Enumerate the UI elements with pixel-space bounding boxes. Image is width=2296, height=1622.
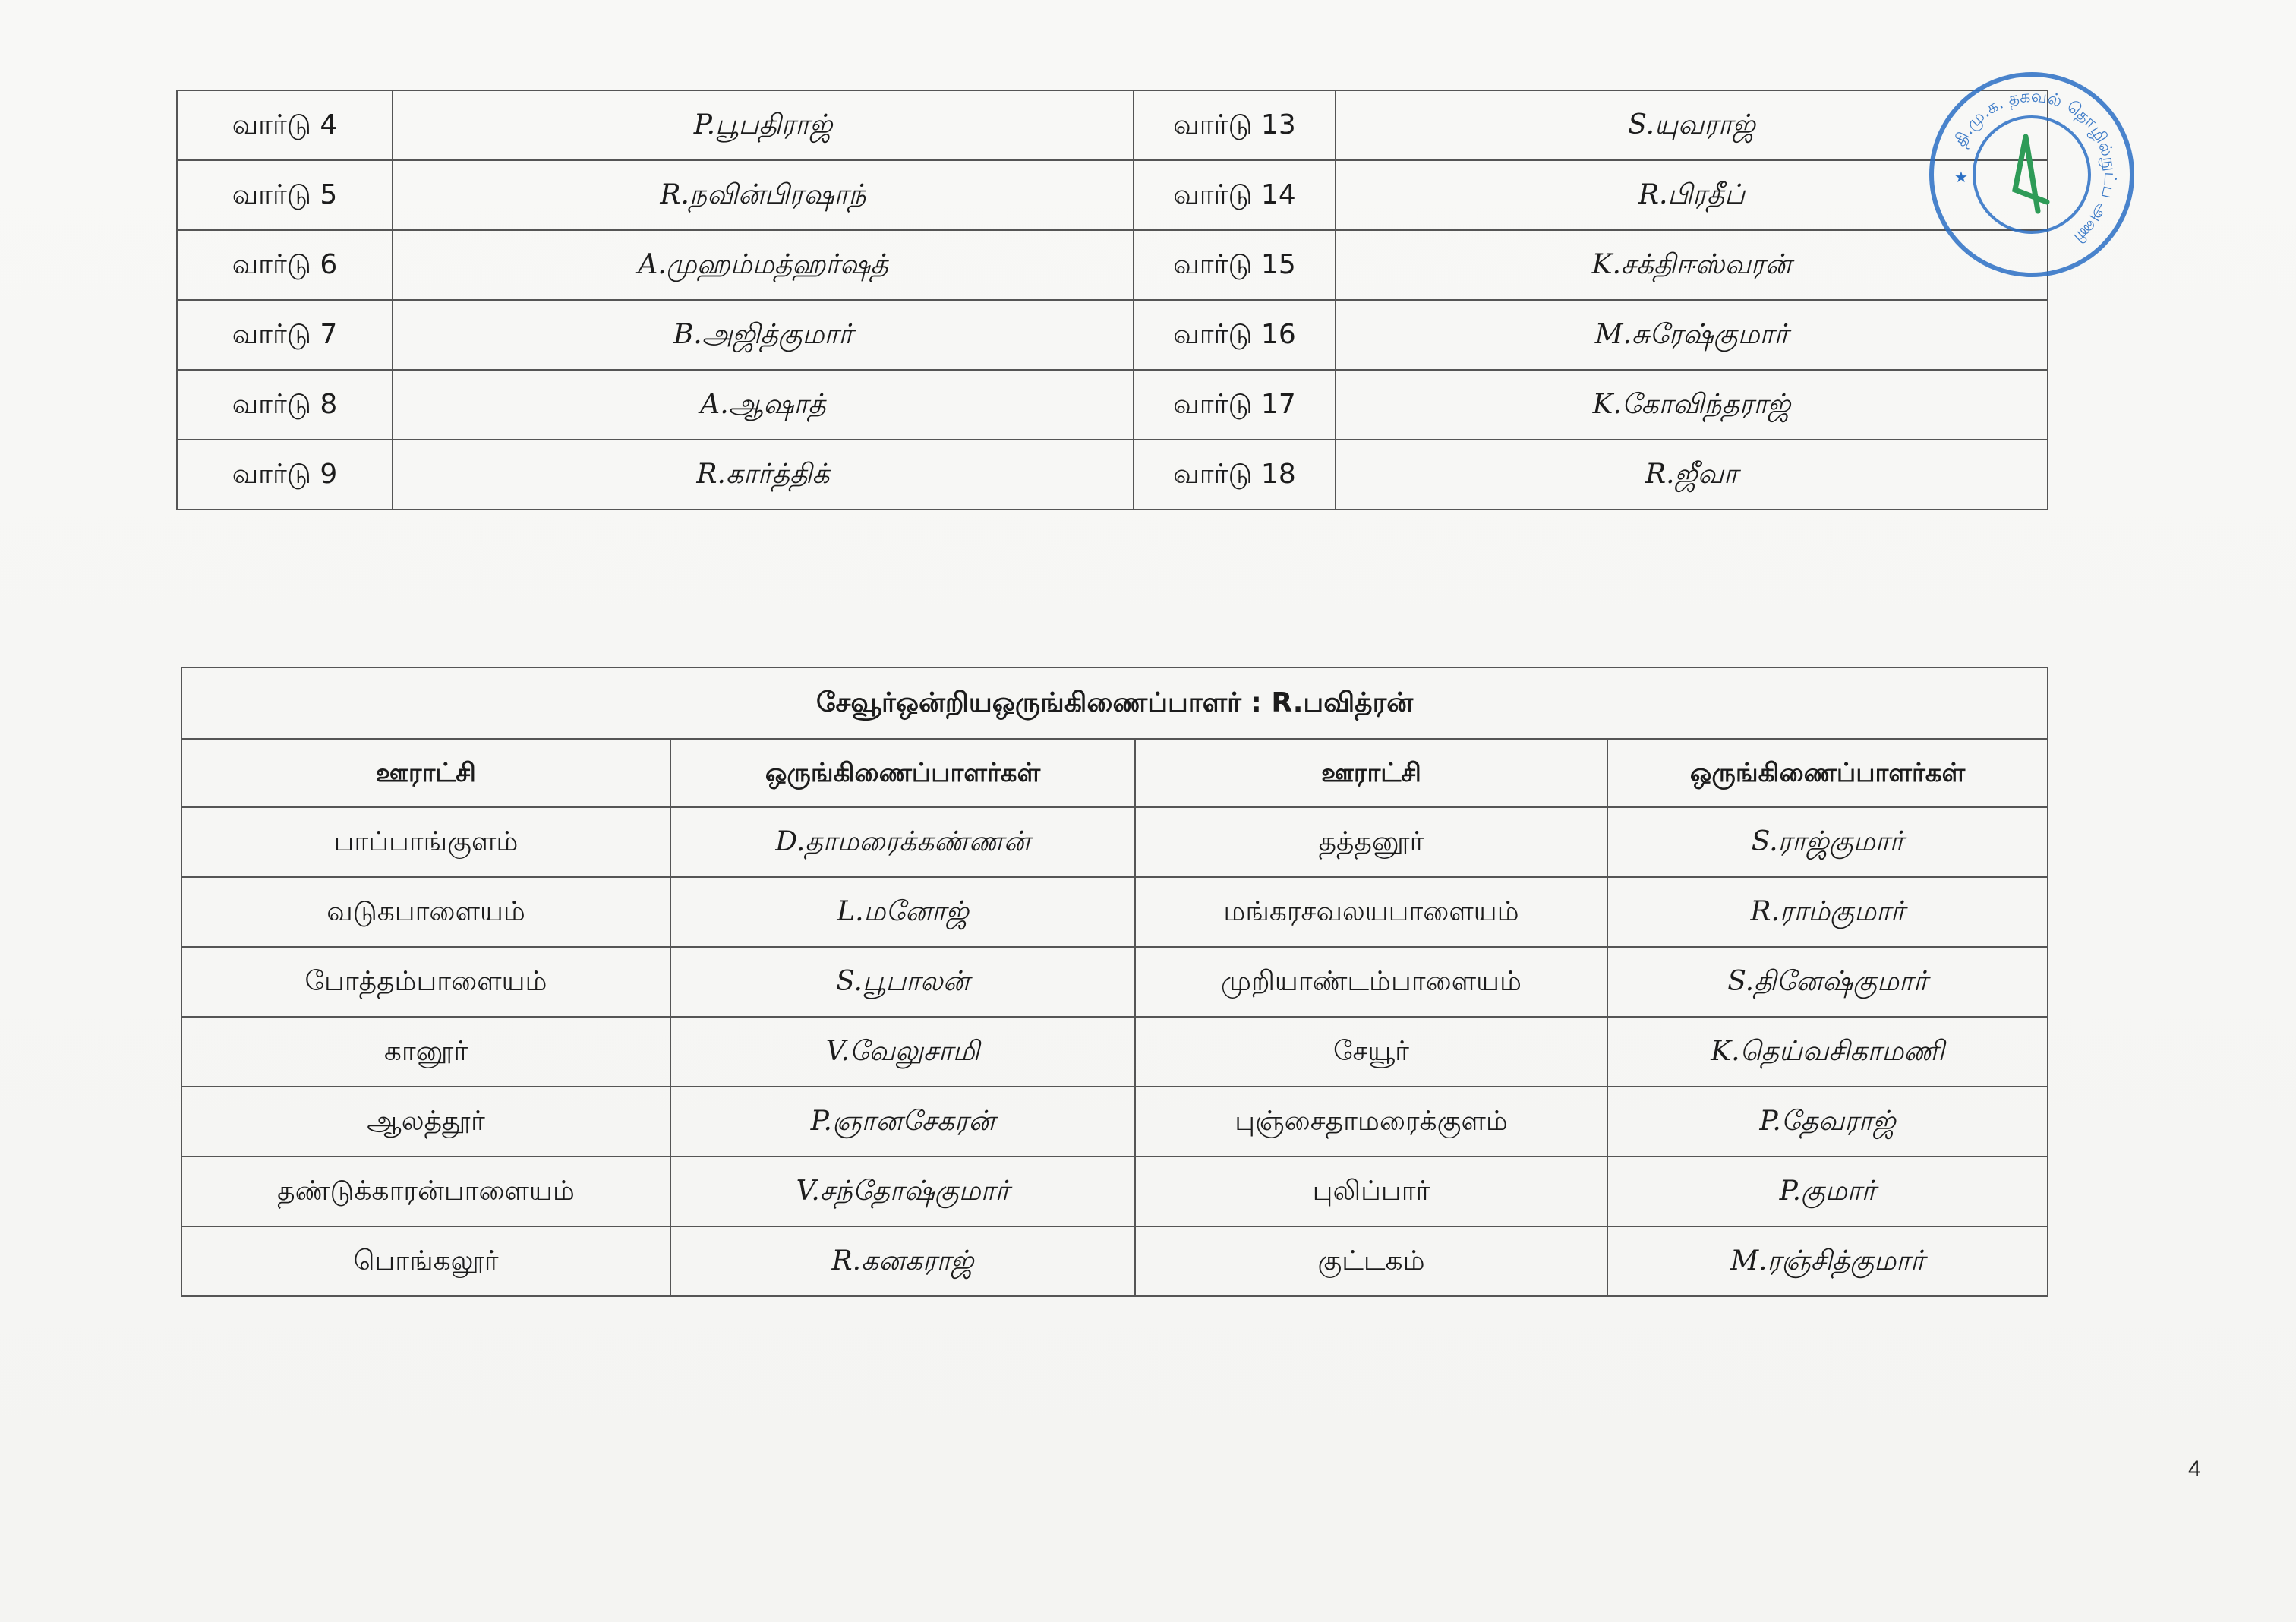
coordinator-name-cell: S.ராஜ்குமார் [1607,807,2048,877]
ward-number-cell: வார்டு 5 [177,160,393,230]
coordinator-name-cell: S.தினேஷ்குமார் [1607,947,2048,1017]
panchayat-cell: ஆலத்தூர் [181,1087,670,1157]
ward-number-cell: வார்டு 8 [177,370,393,440]
page-number: 4 [2188,1456,2201,1482]
coordinator-name-cell: K.சக்திஈஸ்வரன் [1336,230,2048,300]
column-header: ஒருங்கிணைப்பாளர்கள் [1607,739,2048,807]
ward-number-cell: வார்டு 9 [177,440,393,510]
coordinator-name-cell: A.ஆஷாத் [393,370,1134,440]
ward-number-cell: வார்டு 16 [1134,300,1336,370]
panchayat-cell: போத்தம்பாளையம் [181,947,670,1017]
table-title: சேவூர்ஒன்றியஒருங்கிணைப்பாளர் : R.பவித்ரன் [181,667,2048,739]
coordinator-name-cell: M.சுரேஷ்குமார் [1336,300,2048,370]
panchayat-cell: கானூர் [181,1017,670,1087]
ward-number-cell: வார்டு 4 [177,90,393,160]
coordinator-name-cell: V.சந்தோஷ்குமார் [670,1157,1135,1226]
column-header: ஊராட்சி [1135,739,1607,807]
table-row [177,300,2048,370]
table-row [177,440,2048,510]
panchayat-cell: வடுகபாளையம் [181,877,670,947]
union-coordinators-table [181,667,2048,1297]
coordinator-name-cell: K.தெய்வசிகாமணி [1607,1017,2048,1087]
panchayat-cell: சேயூர் [1135,1017,1607,1087]
ward-number-cell: வார்டு 7 [177,300,393,370]
table-row [177,370,2048,440]
coordinator-name-cell: R.கார்த்திக் [393,440,1134,510]
coordinator-name-cell: P.தேவராஜ் [1607,1087,2048,1157]
coordinator-name-cell: R.பிரதீப் [1336,160,2048,230]
coordinator-name-cell: R.ராம்குமார் [1607,877,2048,947]
coordinator-name-cell: K.கோவிந்தராஜ் [1336,370,2048,440]
panchayat-cell: குட்டகம் [1135,1226,1607,1296]
ward-number-cell: வார்டு 17 [1134,370,1336,440]
table-row [181,1087,2048,1157]
coordinator-name-cell: L.மனோஜ் [670,877,1135,947]
stamp-text: தி.மு.க. தகவல் தொழில்நுட்ப அணி [1951,87,2120,247]
coordinator-name-cell: R.ஜீவா [1336,440,2048,510]
panchayat-cell: புஞ்சைதாமரைக்குளம் [1135,1087,1607,1157]
ward-number-cell: வார்டு 6 [177,230,393,300]
coordinator-name-cell: V.வேலுசாமி [670,1017,1135,1087]
coordinator-name-cell: R.நவின்பிரஷாந் [393,160,1134,230]
panchayat-cell: பாப்பாங்குளம் [181,807,670,877]
coordinator-name-cell: M.ரஞ்சித்குமார் [1607,1226,2048,1296]
panchayat-cell: முறியாண்டம்பாளையம் [1135,947,1607,1017]
panchayat-cell: தண்டுக்காரன்பாளையம் [181,1157,670,1226]
table-header-row [181,739,2048,807]
column-header: ஒருங்கிணைப்பாளர்கள் [670,739,1135,807]
panchayat-cell: பொங்கலூர் [181,1226,670,1296]
party-seal-stamp [1925,68,2138,281]
ward-number-cell: வார்டு 14 [1134,160,1336,230]
ward-coordinators-table [176,90,2048,510]
panchayat-cell: புலிப்பார் [1135,1157,1607,1226]
panchayat-cell: மங்கரசவலயபாளையம் [1135,877,1607,947]
ward-number-cell: வார்டு 13 [1134,90,1336,160]
table-title-row [181,667,2048,739]
coordinator-name-cell: S.யுவராஜ் [1336,90,2048,160]
coordinator-name-cell: A.முஹம்மத்ஹர்ஷத் [393,230,1134,300]
table-row [177,90,2048,160]
table-row [181,807,2048,877]
coordinator-name-cell: P.குமார் [1607,1157,2048,1226]
column-header: ஊராட்சி [181,739,670,807]
coordinator-name-cell: B.அஜித்குமார் [393,300,1134,370]
ward-number-cell: வார்டு 18 [1134,440,1336,510]
coordinator-name-cell: P.பூபதிராஜ் [393,90,1134,160]
table-row [181,947,2048,1017]
table-row [181,1017,2048,1087]
coordinator-name-cell: S.பூபாலன் [670,947,1135,1017]
table-row [177,160,2048,230]
table-row [181,1226,2048,1296]
coordinator-name-cell: P.ஞானசேகரன் [670,1087,1135,1157]
table-row [177,230,2048,300]
ward-number-cell: வார்டு 15 [1134,230,1336,300]
svg-text:★: ★ [1954,168,1968,186]
table-row [181,1157,2048,1226]
coordinator-name-cell: R.கனகராஜ் [670,1226,1135,1296]
table-row [181,877,2048,947]
panchayat-cell: தத்தனூர் [1135,807,1607,877]
coordinator-name-cell: D.தாமரைக்கண்ணன் [670,807,1135,877]
